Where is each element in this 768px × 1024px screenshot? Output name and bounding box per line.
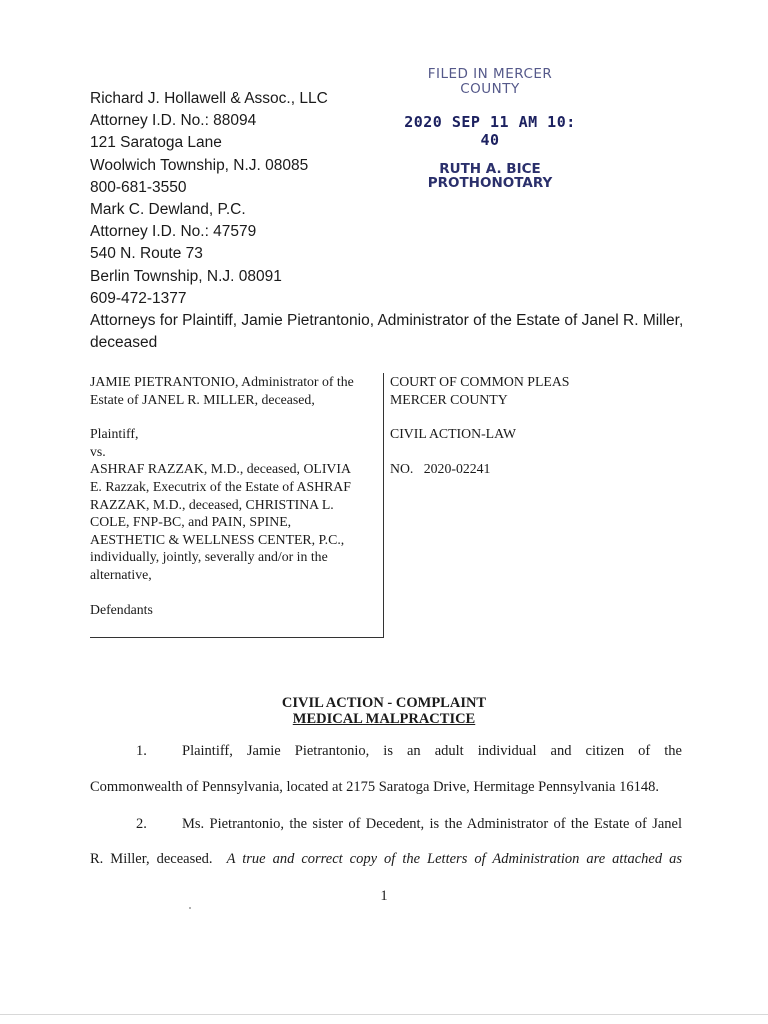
defendant-line: AESTHETIC & WELLNESS CENTER, P.C., [90, 531, 345, 547]
plaintiff-label: Plaintiff, [90, 426, 139, 442]
paragraph-2-line-1 [90, 816, 682, 833]
court-name: COURT OF COMMON PLEAS [390, 374, 570, 389]
page-number: 1 [380, 888, 388, 904]
paragraph-text: Ms. Pietrantonio, the sister of Decedent, is the Administrator of the Estate of Janel [182, 816, 682, 832]
stamp-datetime: 2020 SEP 11 AM 10: 40 [404, 113, 576, 149]
attorney-line: Richard J. Hollawell & Assoc., LLC [90, 90, 328, 107]
attorney-line: Berlin Township, N.J. 08091 [90, 267, 282, 285]
attorney-line: Mark C. Dewland, P.C. [90, 201, 246, 219]
defendants-label: Defendants [90, 601, 153, 617]
defendant-line: E. Razzak, Executrix of the Estate of ASHRAF [90, 478, 351, 494]
stamp-county-line: COUNTY [460, 81, 520, 97]
defendant-line: ASHRAF RAZZAK, M.D., deceased, OLIVIA [90, 461, 351, 477]
attorney-line: Attorney I.D. No.: 47579 [90, 223, 257, 241]
filing-stamp [390, 66, 590, 191]
paragraph-text: Plaintiff, Jamie Pietrantonio, is an adult individual and citizen of the [182, 743, 682, 759]
page-edge-rule [0, 1014, 768, 1015]
paragraph-text: R. Miller, deceased. [90, 851, 213, 867]
action-type: CIVIL ACTION-LAW [390, 426, 516, 442]
paragraph-text-italic: A true and correct copy of the Letters of Administration are attached as [226, 851, 683, 867]
complaint-title: CIVIL ACTION - COMPLAINT [281, 695, 487, 711]
versus-label: vs. [90, 443, 106, 459]
case-caption [90, 373, 690, 638]
stamp-filed-line: FILED IN MERCER [427, 66, 553, 82]
complaint-subtitle [0, 711, 768, 728]
docket-number-label: NO. [390, 460, 414, 476]
attorney-line: Woolwich Township, N.J. 08085 [90, 156, 309, 174]
defendant-line: individually, jointly, severally and/or in the [90, 549, 328, 565]
attorney-line: Attorney I.D. No.: 88094 [90, 112, 257, 130]
caption-court [390, 373, 690, 477]
defendant-line: COLE, FNP-BC, and PAIN, SPINE, [90, 514, 292, 530]
paragraph-number: 2. [136, 816, 147, 832]
complaint-subtitle-text: MEDICAL MALPRACTICE [292, 711, 476, 727]
paragraph-1-line-1 [90, 743, 682, 760]
court-county: MERCER COUNTY [390, 391, 508, 407]
docket-number-value: 2020-02241 [423, 460, 491, 476]
defendant-line: RAZZAK, M.D., deceased, CHRISTINA L. [90, 496, 334, 512]
attorneys-for-line: Attorneys for Plaintiff, Jamie Pietrantonio, Administrator of the Estate of Janel R. Miller, deceased [90, 312, 684, 352]
attorney-line: 121 Saratoga Lane [90, 134, 222, 152]
defendant-line: alternative, [90, 566, 152, 582]
attorney-line: 540 N. Route 73 [90, 245, 203, 263]
scan-speck [189, 907, 191, 909]
plaintiff-name-line: JAMIE PIETRANTONIO, Administrator of the [90, 374, 354, 389]
paragraph-number: 1. [136, 743, 147, 759]
paragraph-1-line-2: Commonwealth of Pennsylvania, located at 2175 Saratoga Drive, Hermitage Pennsylvania 16148. [90, 779, 659, 795]
stamp-office: PROTHONOTARY [427, 175, 553, 191]
plaintiff-name-line: Estate of JANEL R. MILLER, deceased, [90, 391, 315, 407]
attorney-line: 609-472-1377 [90, 289, 187, 307]
attorney-line: 800-681-3550 [90, 178, 187, 196]
paragraph-2-line-2 [90, 851, 682, 868]
docket-number [390, 460, 690, 478]
stamp-name: RUTH A. BICE [439, 161, 541, 177]
caption-parties [90, 373, 384, 638]
